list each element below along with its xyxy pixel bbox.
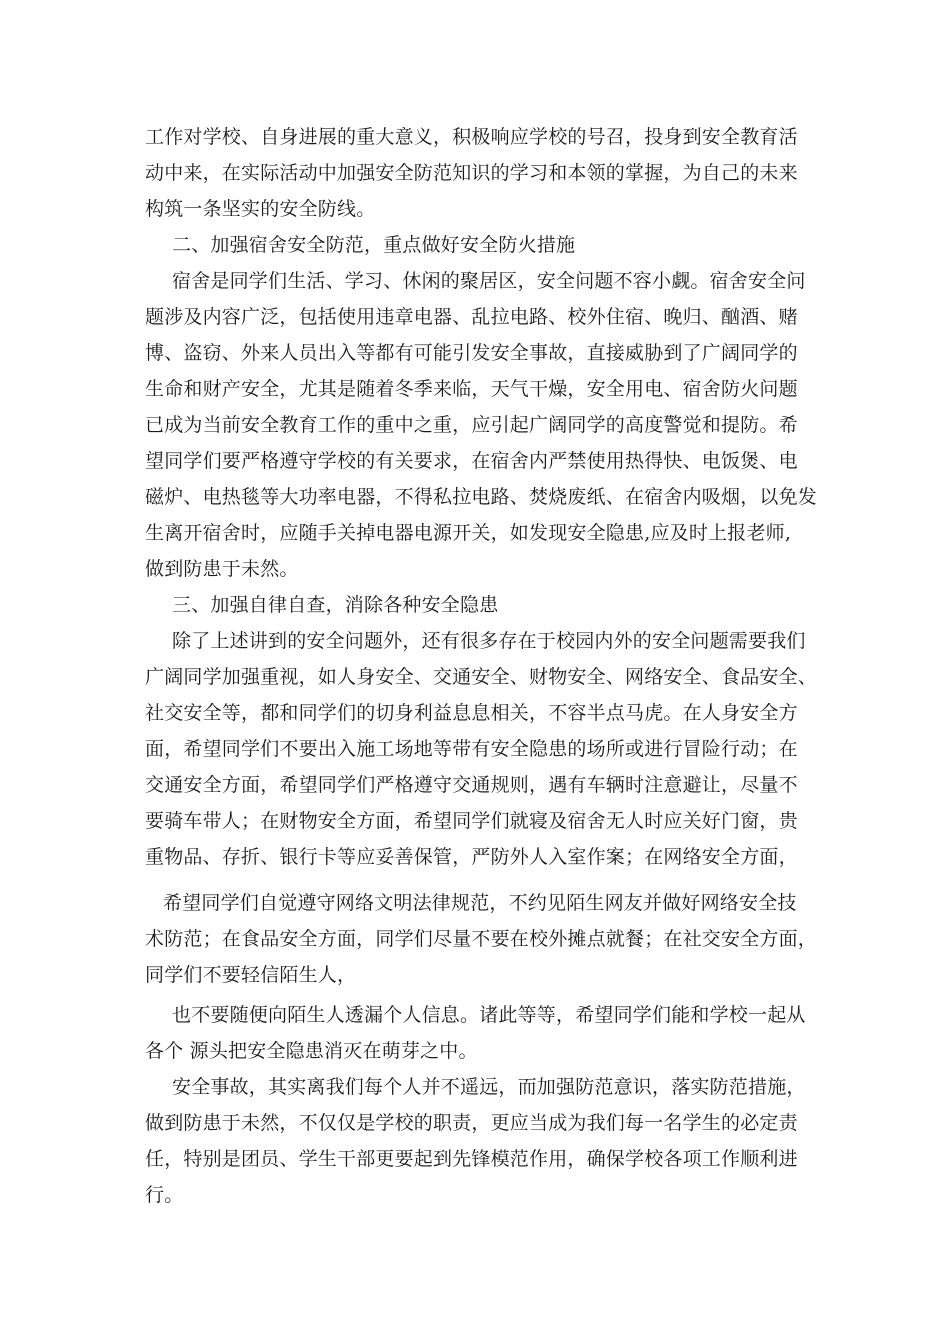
text-line: 也不要随便向陌生人透漏个人信息。诸此等等，希望同学们能和学校一起从 [172,1004,806,1026]
section-heading: 二、加强宿舍安全防范，重点做好安全防火措施 [172,234,576,256]
text-line: 博、盗窃、外来人员出入等都有可能引发安全事故，直接威胁到了广阔同学的 [145,342,798,364]
text-line: 动中来，在实际活动中加强安全防范知识的学习和本领的掌握，为自己的未来 [145,162,798,184]
text-line: 除了上述讲到的安全问题外，还有很多存在于校园内外的安全问题需要我们 [172,630,806,652]
text-line: 做到防患于未然，不仅仅是学校的职责，更应当成为我们每一名学生的必定责 [145,1112,798,1134]
text-line: 行。 [145,1184,184,1206]
text-line: 面，希望同学们不要出入施工场地等带有安全隐患的场所或进行冒险行动；在 [145,738,798,760]
text-line: 社交安全等，都和同学们的切身利益息息相关，不容半点马虎。在人身安全方 [145,702,798,724]
text-line: 希望同学们自觉遵守网络文明法律规范，不约见陌生网友并做好网络安全技 [163,892,797,914]
text-line: 要骑车带人；在财物安全方面，希望同学们就寝及宿舍无人时应关好门窗，贵 [145,810,798,832]
text-line: 生命和财产安全，尤其是随着冬季来临，天气干燥，安全用电、宿舍防火问题 [145,378,798,400]
text-line: 同学们不要轻信陌生人， [145,964,357,986]
text-line: 望同学们要严格遵守学校的有关要求，在宿舍内严禁使用热得快、电饭煲、电 [145,450,798,472]
text-line: 生离开宿舍时，应随手关掉电器电源开关，如发现安全隐患,应及时上报老师, [145,522,792,544]
text-line: 宿舍是同学们生活、学习、休闲的聚居区，安全问题不容小觑。宿舍安全问 [172,270,806,292]
text-line: 构筑一条坚实的安全防线。 [145,198,376,220]
text-line: 做到防患于未然。 [145,558,299,580]
text-line: 任，特别是团员、学生干部更要起到先锋模范作用，确保学校各项工作顺利进 [145,1148,798,1170]
section-heading: 三、加强自律自查，消除各种安全隐患 [172,594,499,616]
text-line: 交通安全方面，希望同学们严格遵守交通规则，遇有车辆时注意避让，尽量不 [145,774,798,796]
text-line: 已成为当前安全教育工作的重中之重，应引起广阔同学的高度警觉和提防。希 [145,414,798,436]
text-line: 各个 源头把安全隐患消灭在萌芽之中。 [145,1040,478,1062]
text-line: 术防范；在食品安全方面，同学们尽量不要在校外摊点就餐；在社交安全方面， [145,928,818,950]
text-line: 安全事故，其实离我们每个人并不遥远，而加强防范意识，落实防范措施， [172,1076,806,1098]
text-line: 重物品、存折、银行卡等应妥善保管，严防外人入室作案；在网络安全方面， [145,846,798,868]
text-line: 磁炉、电热毯等大功率电器，不得私拉电路、焚烧废纸、在宿舍内吸烟，以免发 [145,486,818,508]
text-line: 广阔同学加强重视，如人身安全、交通安全、财物安全、网络安全、食品安全、 [145,666,818,688]
text-line: 题涉及内容广泛，包括使用违章电器、乱拉电路、校外住宿、晚归、酗酒、赌 [145,306,798,328]
text-line: 工作对学校、自身进展的重大意义，积极响应学校的号召，投身到安全教育活 [145,126,798,148]
